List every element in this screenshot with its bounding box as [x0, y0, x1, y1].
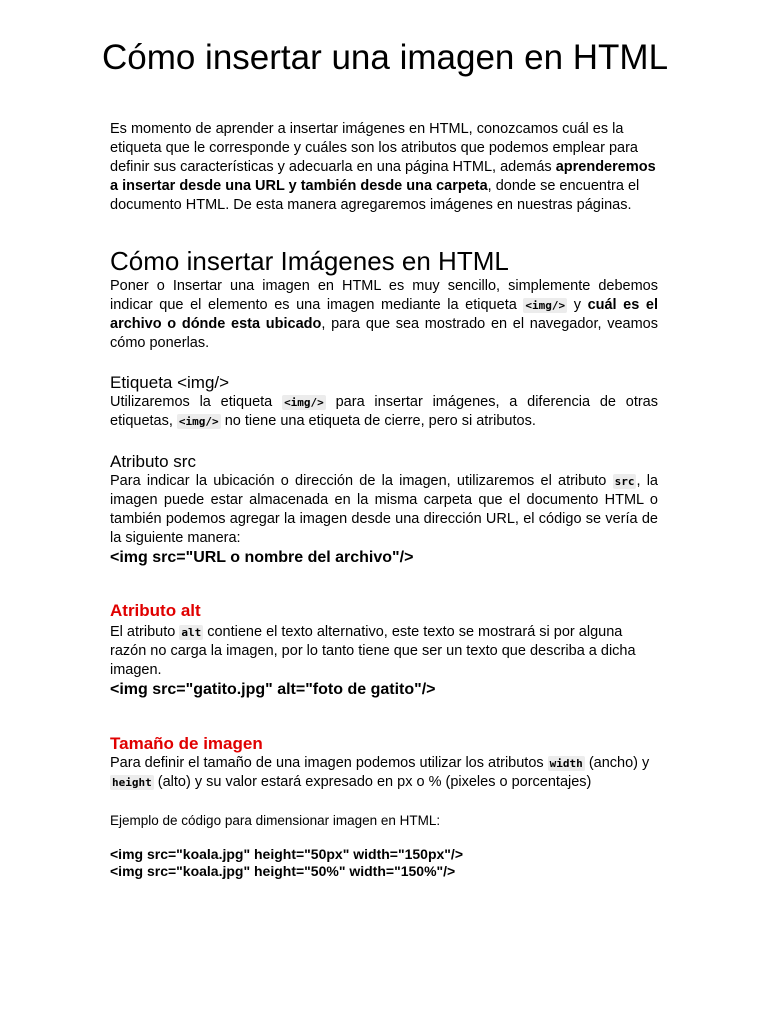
size-paragraph [110, 754, 658, 792]
alt-text-2: contiene el texto alternativo, este texto se mostrará si por alguna razón no carga la imagen, por lo tanto tiene que ser un texto que describa a dicha imagen. [110, 624, 636, 678]
src-example-code: <img src="URL o nombre del archivo"/> [110, 549, 414, 566]
size-example-code-2: <img src="koala.jpg" height="50%" width="150%"/> [110, 863, 456, 879]
alt-example-code: <img src="gatito.jpg" alt="foto de gatito"/> [110, 681, 436, 698]
etiqueta-text-1: Utilizaremos la etiqueta [110, 394, 283, 410]
alt-paragraph [110, 623, 658, 680]
src-text-2: , la imagen puede estar almacenada en la misma carpeta que el documento HTML o también podemos agregar la imagen desde una dirección URL, el código se vería de la siguiente manera: [110, 473, 658, 546]
section-insert-text-1: Poner o Insertar una imagen en HTML es muy sencillo, simplemente debemos indicar que el elemento es una imagen mediante la etiqueta [110, 278, 658, 313]
size-example-note: Ejemplo de código para dimensionar imagen en HTML: [110, 813, 441, 828]
etiqueta-text-2: para insertar imágenes, a diferencia de otras etiquetas, [110, 394, 658, 429]
src-paragraph [110, 472, 658, 548]
etiqueta-paragraph [110, 393, 658, 431]
alt-text-1: El atributo [110, 624, 180, 640]
intro-paragraph [110, 120, 658, 215]
size-text-1: Para definir el tamaño de una imagen podemos utilizar los atributos [110, 755, 548, 771]
img-tag-code: <img/> [525, 299, 566, 312]
atributo-alt-heading: Atributo alt [110, 601, 201, 620]
intro-text-2: , donde se encuentra el documento HTML. De esta manera agregaremos imágenes en nuestras páginas. [110, 178, 640, 213]
tamano-imagen-heading: Tamaño de imagen [110, 734, 263, 753]
src-text-1: Para indicar la ubicación o dirección de la imagen, utilizaremos el atributo [110, 473, 613, 489]
img-tag-code: <img/> [284, 396, 324, 409]
etiqueta-text-3: no tiene una etiqueta de cierre, pero si atributos. [220, 413, 536, 429]
width-attr-code: width [549, 757, 583, 770]
section-heading-insert-images: Cómo insertar Imágenes en HTML [110, 246, 509, 276]
size-text-3: (alto) y su valor estará expresado en px o % (pixeles o porcentajes) [153, 774, 592, 790]
size-text-2: (ancho) y [584, 755, 650, 771]
atributo-src-heading: Atributo src [110, 452, 196, 471]
intro-bold-text: aprenderemos a insertar desde una URL y también desde una carpeta [110, 159, 656, 194]
alt-attr-code: alt [181, 626, 202, 639]
etiqueta-img-heading: Etiqueta <img/> [110, 373, 230, 392]
intro-text-1: Es momento de aprender a insertar imágenes en HTML, conozcamos cuál es la etiqueta que le corresponde y cuáles son los atributos que podemos emplear para definir sus características y adecuarla en una página HTML, además [110, 121, 638, 175]
height-attr-code: height [112, 776, 152, 789]
section-insert-text-2: y [567, 297, 588, 313]
section-insert-text-3: , para que sea mostrado en el navegador, veamos cómo ponerlas. [110, 316, 658, 351]
page-title: Cómo insertar una imagen en HTML [101, 38, 669, 77]
img-tag-code: <img/> [178, 415, 219, 428]
section-insert-paragraph [110, 277, 658, 353]
size-example-code-1: <img src="koala.jpg" height="50px" width="150px"/> [110, 846, 464, 862]
section-insert-bold-text: cuál es el archivo o dónde esta ubicado [110, 297, 658, 332]
src-attr-code: src [614, 475, 635, 488]
